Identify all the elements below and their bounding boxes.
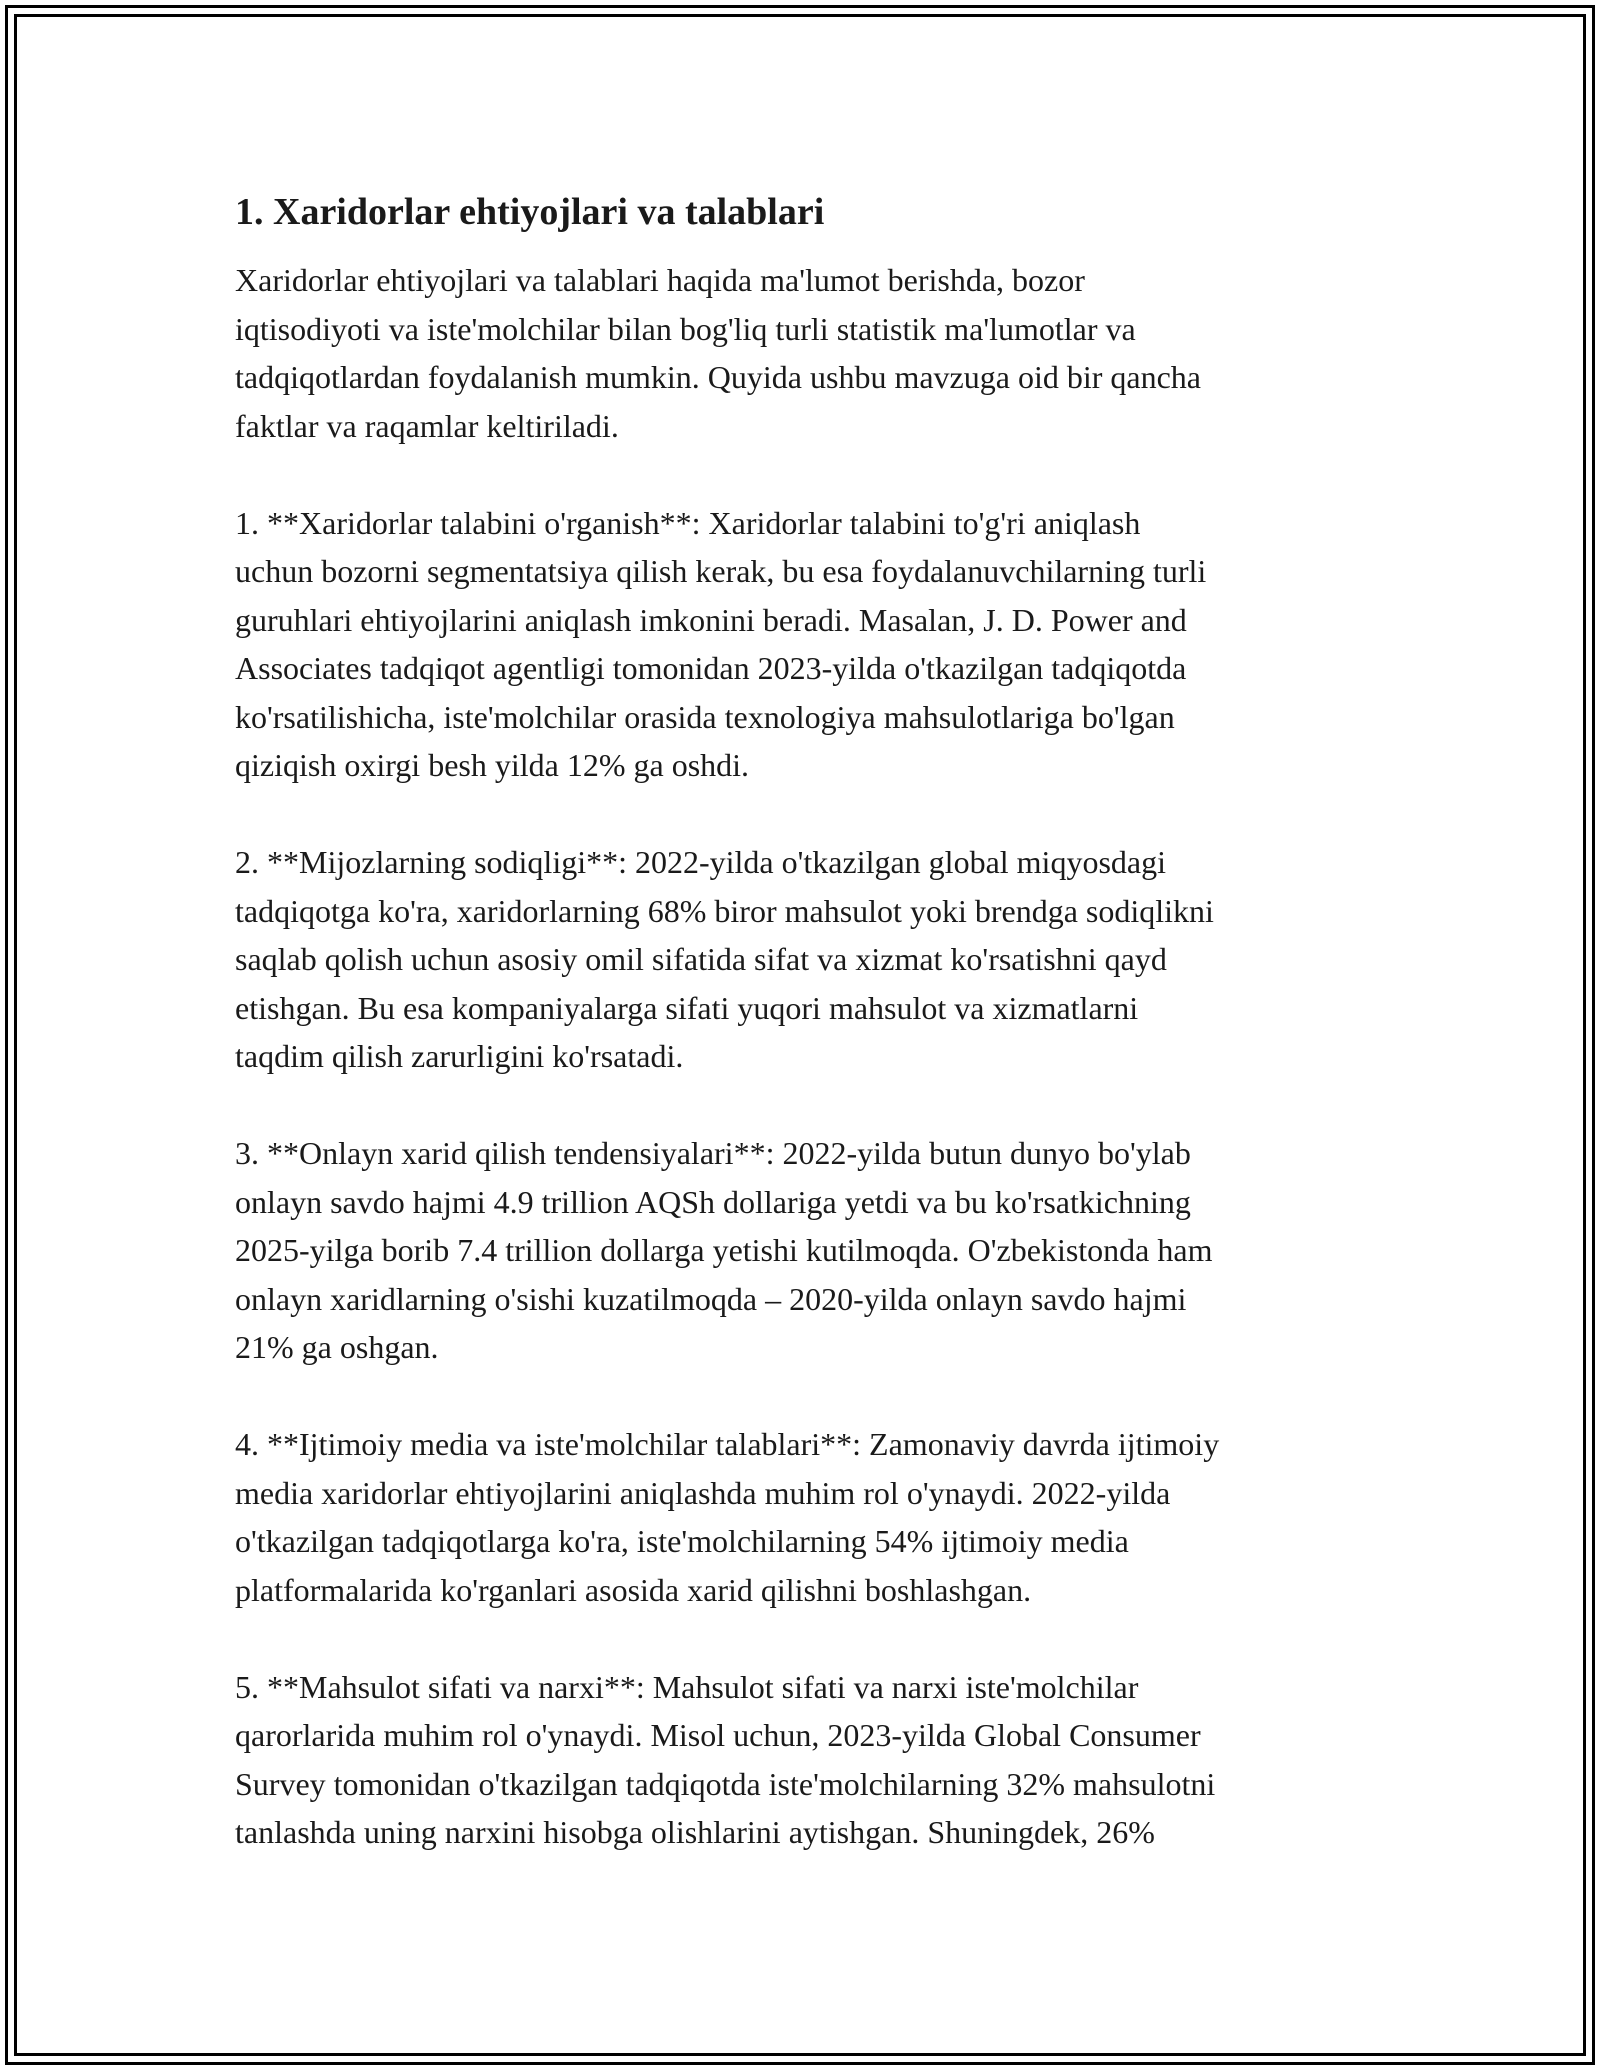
paragraph-item-1: 1. **Xaridorlar talabini o'rganish**: Xaridorlar talabini to'g'ri aniqlash uchun bozorni segmentatsiya qilish kerak, bu esa foydalanuvchilarning turli guruhlari ehtiyojlarini aniqlash imkonini beradi. Masalan, J. D. Power and Associates tadqiqot agentligi tomonidan 2023-yilda o'tkazilgan tadqiqotda ko'rsatilishicha, iste'molchilar orasida texnologiya mahsulotlariga bo'lgan qiziqish oxirgi besh yilda 12% ga oshdi. xyxy=(235,504,1207,783)
paragraph-item-5: 5. **Mahsulot sifati va narxi**: Mahsulot sifati va narxi iste'molchilar qarorlarida muhim rol o'ynaydi. Misol uchun, 2023-yilda Global Consumer Survey tomonidan o'tkazilgan tadqiqotda iste'molchilarning 32% mahsulotni tanlashda uning narxini hisobga olishlarini aytishgan. Shuningdek, 26% xyxy=(235,1668,1216,1850)
paragraph-item-4: 4. **Ijtimoiy media va iste'molchilar talablari**: Zamonaviy davrda ijtimoiy media xaridorlar ehtiyojlarini aniqlashda muhim rol o'ynaydi. 2022-yilda o'tkazilgan tadqiqotlarga ko'ra, iste'molchilarning 54% ijtimoiy media platformalarida ko'rganlari asosida xarid qilishni boshlashgan. xyxy=(235,1426,1220,1608)
intro-paragraph: Xaridorlar ehtiyojlari va talablari haqida ma'lumot berishda, bozor iqtisodiyoti va iste'molchilar bilan bog'liq turli statistik ma'lumotlar va tadqiqotlardan foydalanish mumkin. Quyida ushbu mavzuga oid bir qancha faktlar va raqamlar keltiriladi. xyxy=(235,262,1201,444)
document-title: 1. Xaridorlar ehtiyojlari va talablari xyxy=(235,191,825,233)
paragraph-item-2: 2. **Mijozlarning sodiqligi**: 2022-yilda o'tkazilgan global miqyosdagi tadqiqotga ko'ra, xaridorlarning 68% biror mahsulot yoki brendga sodiqlikni saqlab qolish uchun asosiy omil sifatida sifat va xizmat ko'rsatishni qayd etishgan. Bu esa kompaniyalarga sifati yuqori mahsulot va xizmatlarni taqdim qilish zarurligini ko'rsatadi. xyxy=(235,844,1214,1074)
paragraph-item-3: 3. **Onlayn xarid qilish tendensiyalari**: 2022-yilda butun dunyo bo'ylab onlayn savdo hajmi 4.9 trillion AQSh dollariga yetdi va bu ko'rsatkichning 2025-yilga borib 7.4 trillion dollarga yetishi kutilmoqda. O'zbekistonda ham onlayn xaridlarning o'sishi kuzatilmoqda – 2020-yilda onlayn savdo hajmi 21% ga oshgan. xyxy=(235,1135,1213,1365)
document-body xyxy=(235,186,1365,1905)
